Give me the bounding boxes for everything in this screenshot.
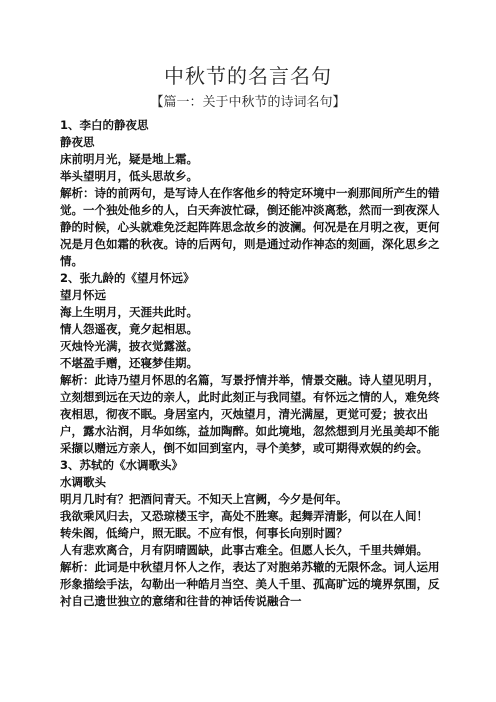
poem-line: 不堪盈手赠，还寝梦佳期。 — [60, 356, 198, 370]
poem-line: 情人怨遥夜，竟夕起相思。 — [60, 322, 198, 336]
poem-title: 水调歌头 — [60, 475, 106, 489]
poem-line: 转朱阁，低绮户，照无眠。不应有恨，何事长向别时圆？ — [60, 526, 348, 540]
analysis-paragraph: 解析：诗的前两句，是写诗人在作客他乡的特定环境中一刹那间所产生的错觉。一个独处他乡的人，白天奔波忙碌，倒还能冲淡离愁，然而一到夜深人静的时候，心头就难免泛起阵阵思念故乡的波澜。何况是在月明之夜，更何况是月色如霜的秋夜。诗的后两句，则是通过动作神态的刻画，深化思乡之情。 — [60, 186, 440, 268]
poem-title: 望月怀远 — [60, 288, 106, 302]
analysis-paragraph: 解析：此诗乃望月怀思的名篇，写景抒情并举，情景交融。诗人望见明月，立刻想到远在天边的亲人，此时此刻正与我同望。有怀远之情的人，难免终夜相思，彻夜不眠。身居室内，灭烛望月，清光满屋，更觉可爱；披衣出户，露水沾润，月华如练，益加陶醉。如此境地，忽然想到月光虽美却不能采撷以赠远方亲人，倒不如回到室内，寻个美梦，或可期得欢娱的约会。 — [60, 373, 440, 455]
poem-line: 我欲乘风归去，又恐琼楼玉宇，高处不胜寒。起舞弄清影，何以在人间！ — [60, 509, 428, 523]
poem-line: 明月几时有？把酒问青天。不知天上宫阙，今夕是何年。 — [60, 492, 348, 506]
analysis-paragraph: 解析：此词是中秋望月怀人之作，表达了对胞弟苏辙的无限怀念。词人运用形象描绘手法，勾勒出一种皓月当空、美人千里、孤高旷远的境界氛围，反衬自己遗世独立的意绪和往昔的神话传说融合一 — [60, 560, 440, 608]
poem-heading: 1、李白的静夜思 — [60, 118, 149, 132]
poem-title: 静夜思 — [60, 135, 95, 149]
poem-heading: 3、苏轼的《水调歌头》 — [60, 458, 184, 472]
poem-line: 人有悲欢离合，月有阴晴圆缺，此事古难全。但愿人长久，千里共婵娟。 — [60, 543, 428, 557]
poem-line: 海上生明月，天涯共此时。 — [60, 305, 198, 319]
page-title: 中秋节的名言名句 — [164, 64, 332, 88]
poem-line: 灭烛怜光满，披衣觉露滋。 — [60, 339, 198, 353]
section-heading: 【篇一：关于中秋节的诗词名句】 — [150, 95, 346, 110]
poem-line: 举头望明月，低头思故乡。 — [60, 169, 198, 183]
poem-line: 床前明月光，疑是地上霜。 — [60, 152, 198, 166]
document-body — [60, 117, 440, 610]
poem-heading: 2、张九龄的《望月怀远》 — [60, 271, 195, 285]
